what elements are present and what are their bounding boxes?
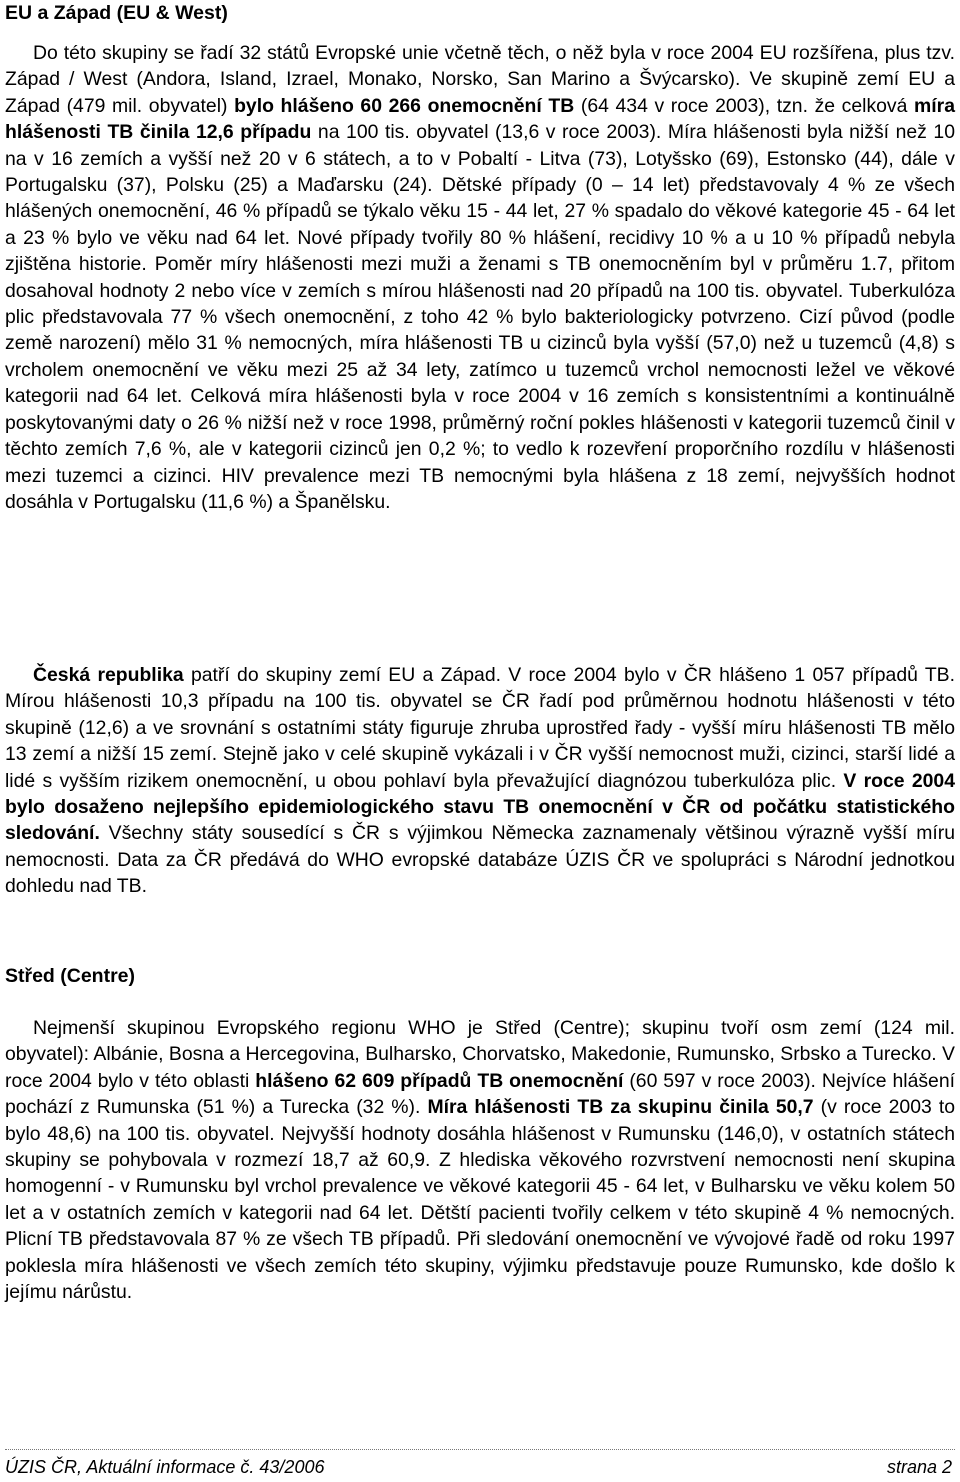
- bold-text-run: V roce 2004 bylo dosaženo nejlepšího epidemiologického stavu TB onemocnění v ČR od počátku statistického sledování.: [5, 769, 955, 845]
- text-run: Všechny státy sousedící s ČR s výjimkou Německa zaznamenaly většinou výrazně vyšší míru nemocnosti. Data za ČR předává do WHO evropské databáze ÚZIS ČR ve spolupráci s Národní jednotkou dohledu nad TB.: [5, 822, 955, 898]
- bold-text-run: bylo hlášeno 60 266 onemocnění TB: [234, 94, 575, 117]
- footer-divider: [5, 1449, 955, 1450]
- text-run: Do této skupiny se řadí 32 států Evropské unie včetně těch, o něž byla v roce 2004 EU rozšířena, plus tzv. Západ / West (Andora, Island, Izrael, Monako, Norsko, San Marino a Švýcarsko). Ve skupině zemí EU a Západ (479 mil. obyvatel): [5, 42, 955, 117]
- bold-text-run: Česká republika: [33, 664, 184, 686]
- bold-text-run: Míra hlášenosti TB za skupinu činila 50,7: [427, 1096, 814, 1119]
- section-heading-eu-west: EU a Západ (EU & West): [5, 2, 228, 24]
- text-run: (60 597 v roce 2003). Nejvíce hlášení pochází z Rumunska (51 %) a Turecka (32 %).: [5, 1069, 956, 1119]
- footer-source-label: ÚZIS ČR, Aktuální informace č. 43/2006: [5, 1457, 325, 1477]
- footer-page-number: strana 2: [886, 1457, 952, 1477]
- paragraph-czech-republic: [5, 662, 955, 900]
- section-heading-centre: Střed (Centre): [5, 965, 136, 987]
- paragraph-eu-west-overview: [5, 40, 955, 515]
- bold-text-run: míra hlášenosti TB činila 12,6 případu: [5, 94, 955, 144]
- page-footer: [5, 1456, 952, 1480]
- text-run: Nejmenší skupinou Evropského regionu WHO je Střed (Centre); skupinu tvoří osm zemí (124 mil. obyvatel): Albánie, Bosna a Hercegovina, Bulharsko, Chorvatsko, Makedonie, Rumunsko, Srbsko a Turecko. V roce 2004 bylo v této oblasti: [5, 1017, 955, 1092]
- text-run: (v roce 2003 to bylo 48,6) na 100 tis. obyvatel. Nejvyšší hodnoty dosáhla hlášenost v Rumunsku (146,0), v ostatních státech skupiny se pohybovala v rozmezí 18,7 až 60,9. Z hlediska věkového rozvrstvení nemocnosti není skupina homogenní - v Rumunsku byl vrchol prevalence ve věkové kategorii 45 - 64 let, v Bulharsku ve věku kolem 50 let a v ostatních zemích v kategorii nad 64 let. Dětští pacienti tvořily celkem v této skupině 4 % nemocných. Plicní TB představovala 87 % ze všech TB případů. Při sledování onemocnění ve vývojové řadě od roku 1997 poklesla míra hlášenosti ve všech zemích této skupiny, výjimku představuje pouze Rumunsko, kde došlo k jejímu nárůstu.: [5, 1096, 956, 1304]
- text-run: na 100 tis. obyvatel (13,6 v roce 2003). Míra hlášenosti byla nižší než 10 na v 16 zemích a vyšší než 20 v 6 státech, a to v Pobaltí - Litva (73), Lotyšsko (69), Estonsko (44), dále v Portugalsku (37), Polsku (25) a Maďarsku (24). Dětské případy (0 – 14 let) představovaly 4 % ze všech hlášených onemocnění, 46 % případů se týkalo věku 15 - 44 let, 27 % spadalo do věkové kategorie 45 - 64 let a 23 % bylo ve věku nad 64 let. Nové případy tvořily 80 % hlášení, recidivy 10 % a u 10 % případů nebyla zjištěna historie. Poměr míry hlášenosti mezi muži a ženami s TB onemocněním byl v průměru 1.7, přitom dosahoval hodnoty 2 nebo více v zemích s mírou hlášenosti nad 20 případů na 100 tis. obyvatel. Tuberkulóza plic představovala 77 % všech onemocnění, z toho 42 % bylo bakteriologicky potvrzeno. Cizí původ (podle země narození) mělo 31 % nemocných, míra hlášenosti TB u cizinců byla vyšší (57,0) než u tuzemců (4,8) s vrcholem onemocnění ve věku mezi 25 až 34 lety, zatímco u tuzemců vrchol nemocnosti ležel ve věkové kategorii nad 64 let. Celková míra hlášenosti byla v roce 2004 v 16 zemích s konsistentními a kontinuálně poskytovanými daty o 26 % nižší než v roce 1998, průměrný roční pokles hlášenosti v kategorii tuzemců činil v těchto zemích 7,6 %, ale v kategorii cizinců jen 0,2 %; to vedlo k rozevření proporčního rozdílu v hlášenosti mezi tuzemci a cizinci. HIV prevalence mezi TB nemocnými byla hlášena z 18 zemí, nejvyšších hodnot dosáhla v Portugalsku (11,6 %) a Španělsku.: [5, 121, 955, 513]
- text-run: (64 434 v roce 2003), tzn. že celková: [574, 94, 915, 117]
- paragraph-centre-overview: [5, 1015, 955, 1305]
- text-run: patří do skupiny zemí EU a Západ. V roce 2004 bylo v ČR hlášeno 1 057 případů TB. Mírou hlášenosti 10,3 případu na 100 tis. obyvatel se ČR řadí pod průměrnou hodnotu hlášenosti v této skupině (12,6) a ve srovnání s ostatními státy figuruje zhruba uprostřed řady - vyšší míru hlášenosti TB mělo 13 zemí a nižší 15 zemí. Stejně jako v celé skupině vykázali i v ČR vyšší nemocnost muži, cizinci, starší lidé a lidé s vyšším rizikem onemocnění, u obou pohlaví byla převažující diagnózou tuberkulóza plic.: [5, 664, 956, 792]
- bold-text-run: hlášeno 62 609 případů TB onemocnění: [255, 1069, 624, 1092]
